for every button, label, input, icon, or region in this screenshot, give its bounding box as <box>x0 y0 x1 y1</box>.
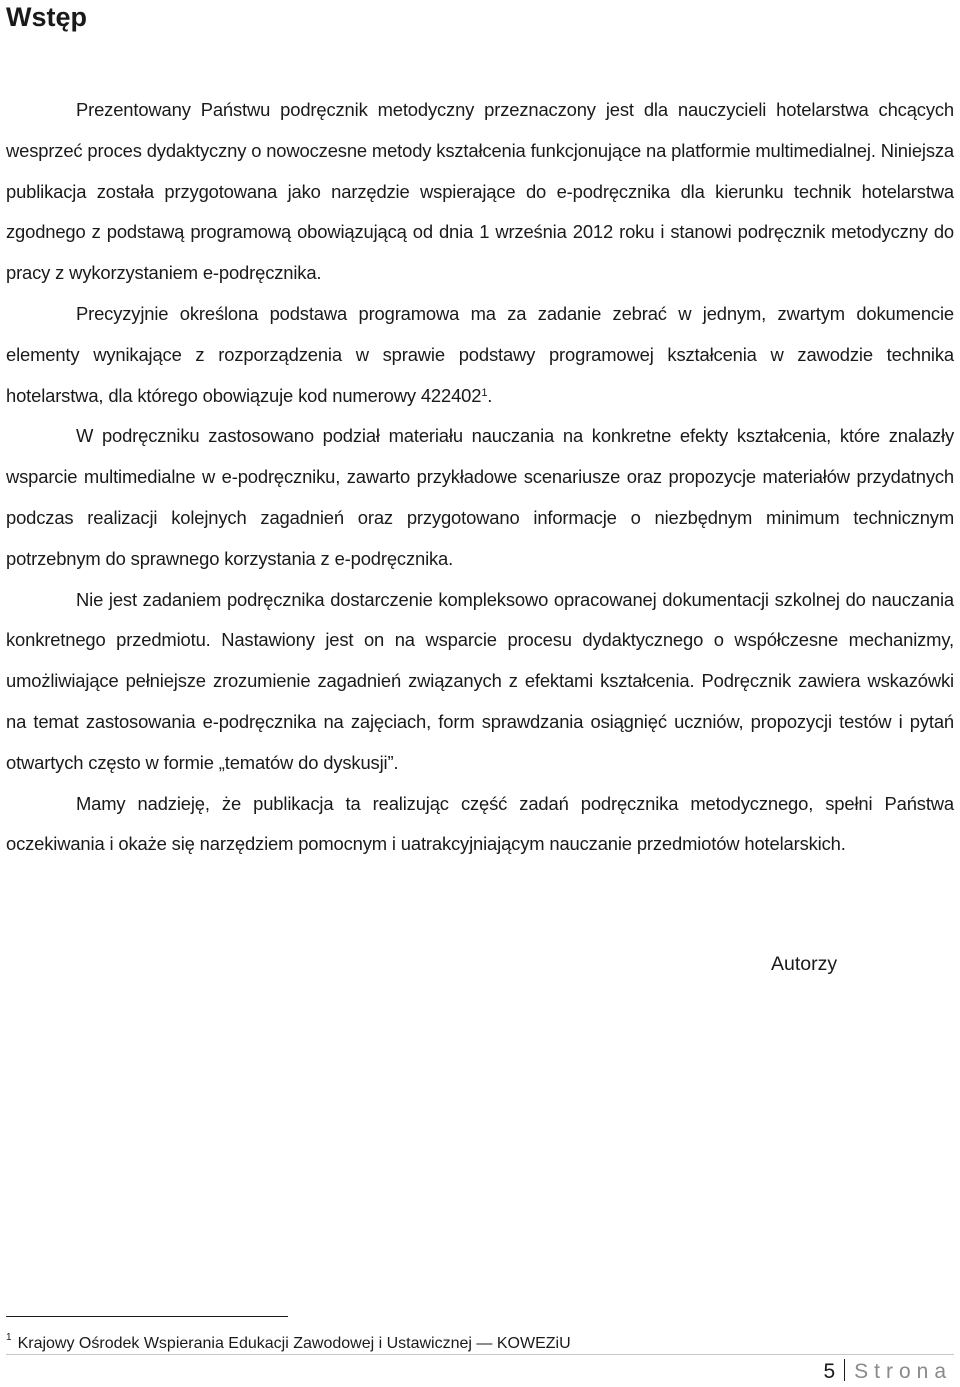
signature-authors: Autorzy <box>771 953 838 975</box>
paragraph-closing: Mamy nadzieję, że publikacja ta realizując część zadań podręcznika metodycznego, spełni Państwa oczekiwania i okaże się narzędziem pomocnym i uatrakcyjniającym nauczanie przedmiotów hotelarskich. <box>6 792 954 855</box>
page-word: Strona <box>854 1360 952 1383</box>
footer-rule <box>6 1354 954 1355</box>
paragraph-core-curriculum-end: . <box>487 384 493 406</box>
footnote-separator <box>6 1316 288 1317</box>
footnote-reference[interactable]: 1 <box>481 386 488 399</box>
paragraph-core-curriculum <box>6 294 954 416</box>
page-title: Wstęp <box>6 2 87 32</box>
footnote-marker: 1 <box>6 1332 12 1343</box>
paragraph-core-curriculum-text: Precyzyjnie określona podstawa programowa ma za zadanie zebrać w jednym, zwartym dokumencie elementy wynikające z rozporządzenia w sprawie podstawy programowej kształcenia w zawodzie technika hotelarstwa, dla którego obowiązuje kod numerowy 422402 <box>6 302 954 406</box>
paragraph-structure: W podręczniku zastosowano podział materiału nauczania na konkretne efekty kształcenia, które znalazły wsparcie multimedialne w e-podręczniku, zawarto przykładowe scenariusze oraz propozycje materiałów przydatnych podczas realizacji kolejnych zagadnień oraz przygotowano informacje o niezbędnym minimum technicznym potrzebnym do sprawnego korzystania z e-podręcznika. <box>6 425 954 569</box>
page-number-separator <box>844 1359 845 1381</box>
document-body <box>6 90 954 865</box>
paragraph-purpose: Nie jest zadaniem podręcznika dostarczenie kompleksowo opracowanej dokumentacji szkolnej do nauczania konkretnego przedmiotu. Nastawiony jest on na wsparcie procesu dydaktycznego o współczesne mechanizmy, umożliwiające pełniejsze zrozumienie zagadnień związanych z efektami kształcenia. Podręcznik zawiera wskazówki na temat zastosowania e-podręcznika na zajęciach, form sprawdzania osiągnięć uczniów, propozycji testów i pytań otwartych często w formie „tematów do dyskusji”. <box>6 588 954 773</box>
page-number <box>823 1357 952 1387</box>
paragraph-intro: Prezentowany Państwu podręcznik metodyczny przeznaczony jest dla nauczycieli hotelarstwa chcących wesprzeć proces dydaktyczny o nowoczesne metody kształcenia funkcjonujące na platformie multimedialnej. Niniejsza publikacja została przygotowana jako narzędzie wspierające do e-podręcznika dla kierunku technik hotelarstwa zgodnego z podstawą programową obowiązującą od dnia 1 września 2012 roku i stanowi podręcznik metodyczny do pracy z wykorzystaniem e-podręcznika. <box>6 99 955 284</box>
page-number-value: 5 <box>823 1360 836 1383</box>
footnote-text: Krajowy Ośrodek Wspierania Edukacji Zawodowej i Ustawicznej — KOWEZiU <box>17 1335 571 1352</box>
